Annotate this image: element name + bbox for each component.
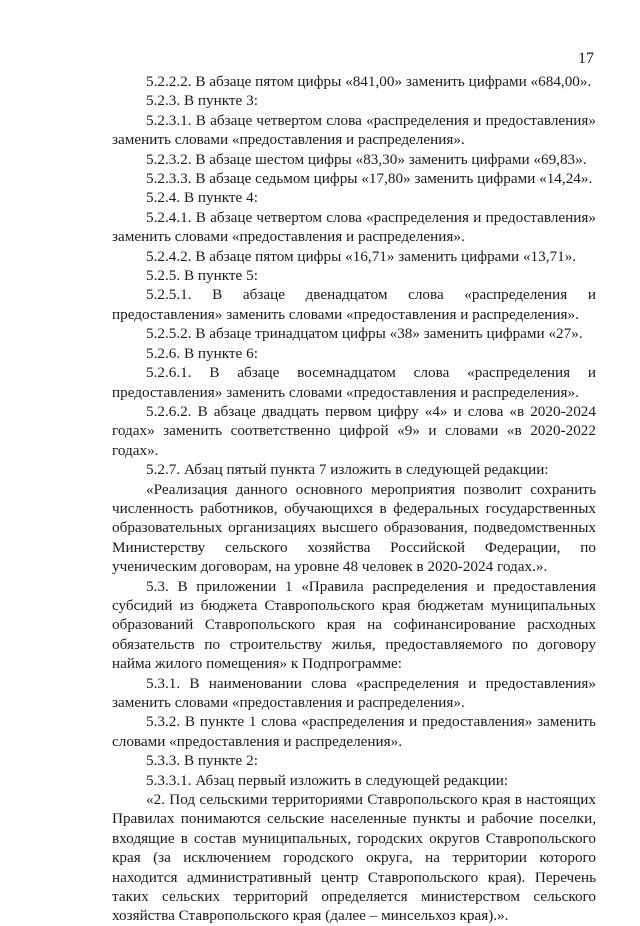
- paragraph-5-2-4-2: 5.2.4.2. В абзаце пятом цифры «16,71» заменить цифрами «13,71».: [146, 247, 577, 265]
- paragraph-5-2-4: 5.2.4. В пункте 4:: [146, 189, 258, 207]
- paragraph-5-3-2: 5.3.2. В пункте 1 слова «распределения и предоставления» заменить словами «предоставления и распределения».: [112, 713, 596, 750]
- paragraph-5-2-6: 5.2.6. В пункте 6:: [146, 344, 258, 362]
- quoted-paragraph-5-3-3-1: «2. Под сельскими территориями Ставропольского края в настоящих Правилах понимаются сельские населенные пункты и рабочие поселки, входящие в состав муниципальных, городских округов Ставропольского края (за исключением городского округа, на территории которого находится административный центр Ставропольского края). Перечень таких сельских территорий определяется министерством сельского хозяйства Ставропольского края (далее – минсельхоз края).».: [112, 791, 596, 925]
- paragraph-5-2-3-2: 5.2.3.2. В абзаце шестом цифры «83,30» заменить цифрами «69,83».: [146, 150, 587, 168]
- page-number: 17: [578, 50, 594, 67]
- paragraph-5-2-4-1: 5.2.4.1. В абзаце четвертом слова «распределения и предоставления» заменить словами «предоставления и распределения».: [112, 208, 596, 246]
- paragraph-5-2-7: 5.2.7. Абзац пятый пункта 7 изложить в следующей редакции:: [146, 461, 549, 479]
- paragraph-5-2-3-3: 5.2.3.3. В абзаце седьмом цифры «17,80» заменить цифрами «14,24».: [146, 170, 593, 188]
- paragraph-5-2-5-2: 5.2.5.2. В абзаце тринадцатом цифры «38» заменить цифрами «27».: [146, 325, 583, 343]
- paragraph-5-3-1: 5.3.1. В наименовании слова «распределения и предоставления» заменить словами «предоставления и распределения».: [112, 674, 596, 711]
- paragraph-5-2-2-2: 5.2.2.2. В абзаце пятом цифры «841,00» заменить цифрами «684,00».: [146, 73, 592, 90]
- paragraph-5-2-3-1: 5.2.3.1. В абзаце четвертом слова «распределения и предоставления» заменить словами «предоставления и распределения».: [112, 111, 596, 149]
- paragraph-5-2-5-1: 5.2.5.1. В абзаце двенадцатом слова «распределения и предоставления» заменить словами «предоставления и распределения».: [112, 286, 596, 323]
- paragraph-5-2-6-1: 5.2.6.1. В абзаце восемнадцатом слова «распределения и предоставления» заменить словами «предоставления и распределения».: [112, 364, 596, 401]
- quoted-paragraph-5-2-7: «Реализация данного основного мероприятия позволит сохранить численность работников, обучающихся в федеральных государственных образовательных организациях высшего образования, подведомственных Министерству сельского хозяйства Российской Федерации, по ученическим договорам, на уровне 48 человек в 2020-2024 годах.».: [112, 480, 596, 576]
- paragraph-5-2-5: 5.2.5. В пункте 5:: [146, 267, 258, 285]
- document-body: [112, 72, 596, 926]
- paragraph-5-3-3: 5.3.3. В пункте 2:: [146, 752, 258, 770]
- paragraph-5-2-3: 5.2.3. В пункте 3:: [146, 92, 258, 110]
- paragraph-5-3-3-1: 5.3.3.1. Абзац первый изложить в следующей редакции:: [146, 771, 509, 789]
- paragraph-5-2-6-2: 5.2.6.2. В абзаце двадцать первом цифру «4» и слова «в 2020-2024 годах» заменить соответственно цифрой «9» и словами «в 2020-2022 годах».: [112, 402, 596, 459]
- paragraph-5-3: 5.3. В приложении 1 «Правила распределения и предоставления субсидий из бюджета Ставропольского края бюджетам муниципальных образований Ставропольского края на софинансирование расходных обязательств по строительству жилья, предоставляемого по договору найма жилого помещения» к Подпрограмме:: [112, 577, 596, 673]
